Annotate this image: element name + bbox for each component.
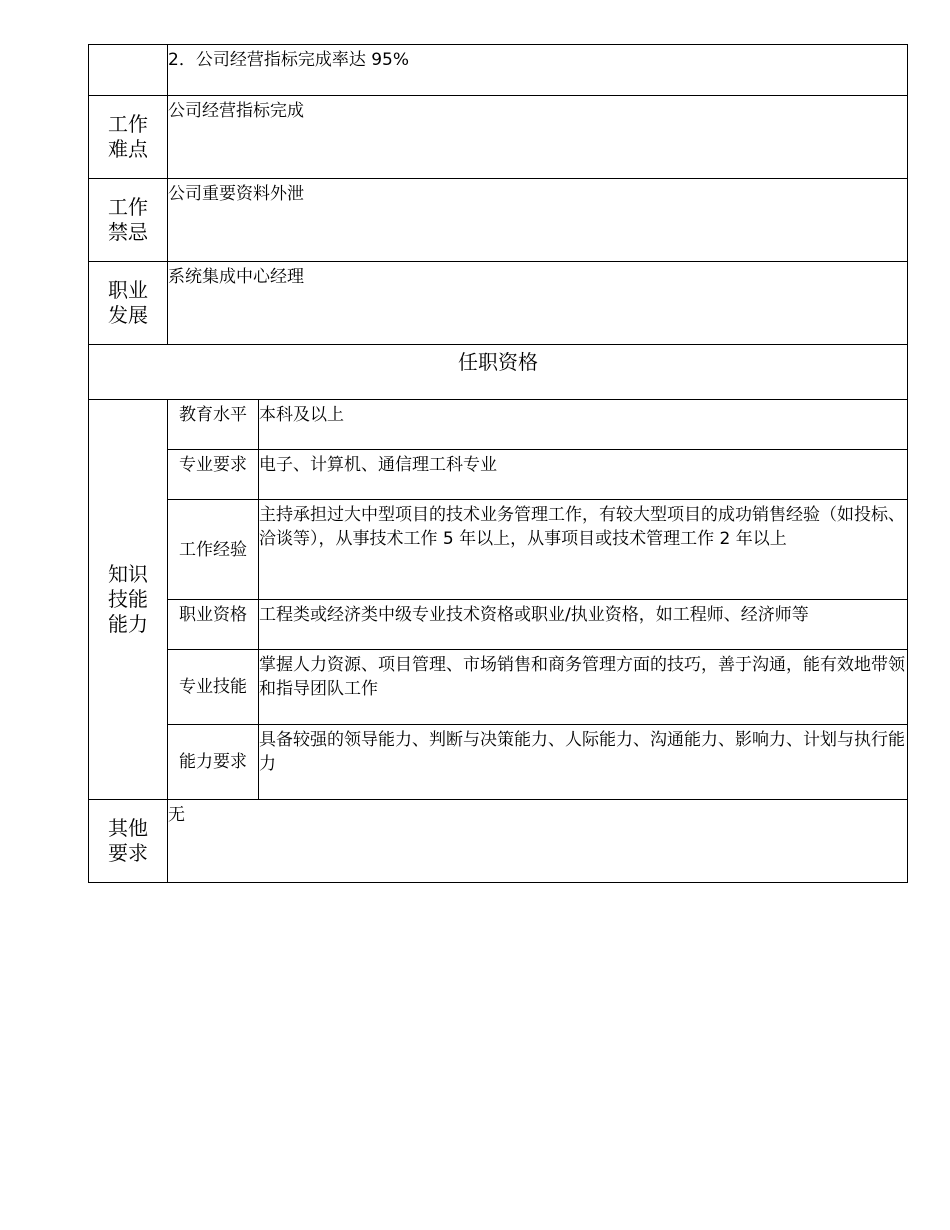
qual-value-major: 电子、计算机、通信理工科专业: [259, 450, 908, 500]
table-row: [89, 45, 908, 96]
row-value-taboo: 公司重要资料外泄: [168, 179, 908, 262]
empty-label-cell: [89, 45, 168, 96]
table-row: [89, 725, 908, 800]
row-value-other: 无: [168, 800, 908, 883]
table-row: [89, 450, 908, 500]
table-row: [89, 262, 908, 345]
row-label-taboo: 工作禁忌: [89, 179, 168, 262]
row-label-difficulty: 工作难点: [89, 96, 168, 179]
table-row: [89, 96, 908, 179]
table-row: [89, 650, 908, 725]
table-row: [89, 500, 908, 600]
table-row: [89, 600, 908, 650]
qual-value-skills: 掌握人力资源、项目管理、市场销售和商务管理方面的技巧，善于沟通，能有效地带领和指导团队工作: [259, 650, 908, 725]
qual-value-abilities: 具备较强的领导能力、判断与决策能力、人际能力、沟通能力、影响力、计划与执行能力: [259, 725, 908, 800]
kpi-target-text: 2．公司经营指标完成率达 95%: [168, 45, 908, 96]
table-row: [89, 179, 908, 262]
table-row: [89, 800, 908, 883]
table-row: [89, 400, 908, 450]
qual-label-certification: 职业资格: [168, 600, 259, 650]
qual-label-skills: 专业技能: [168, 650, 259, 725]
row-label-other: 其他要求: [89, 800, 168, 883]
table-row: [89, 345, 908, 400]
qual-value-certification: 工程类或经济类中级专业技术资格或职业/执业资格，如工程师、经济师等: [259, 600, 908, 650]
qual-label-major: 专业要求: [168, 450, 259, 500]
qual-value-education: 本科及以上: [259, 400, 908, 450]
row-value-career: 系统集成中心经理: [168, 262, 908, 345]
qual-value-experience: 主持承担过大中型项目的技术业务管理工作，有较大型项目的成功销售经验（如投标、洽谈等），从事技术工作 5 年以上，从事项目或技术管理工作 2 年以上: [259, 500, 908, 600]
section-title-qualifications: 任职资格: [89, 345, 908, 400]
row-label-career: 职业发展: [89, 262, 168, 345]
group-label-knowledge-skills: 知识技能能力: [89, 400, 168, 800]
job-description-table: [88, 44, 908, 883]
qual-label-abilities: 能力要求: [168, 725, 259, 800]
qual-label-experience: 工作经验: [168, 500, 259, 600]
qual-label-education: 教育水平: [168, 400, 259, 450]
row-value-difficulty: 公司经营指标完成: [168, 96, 908, 179]
